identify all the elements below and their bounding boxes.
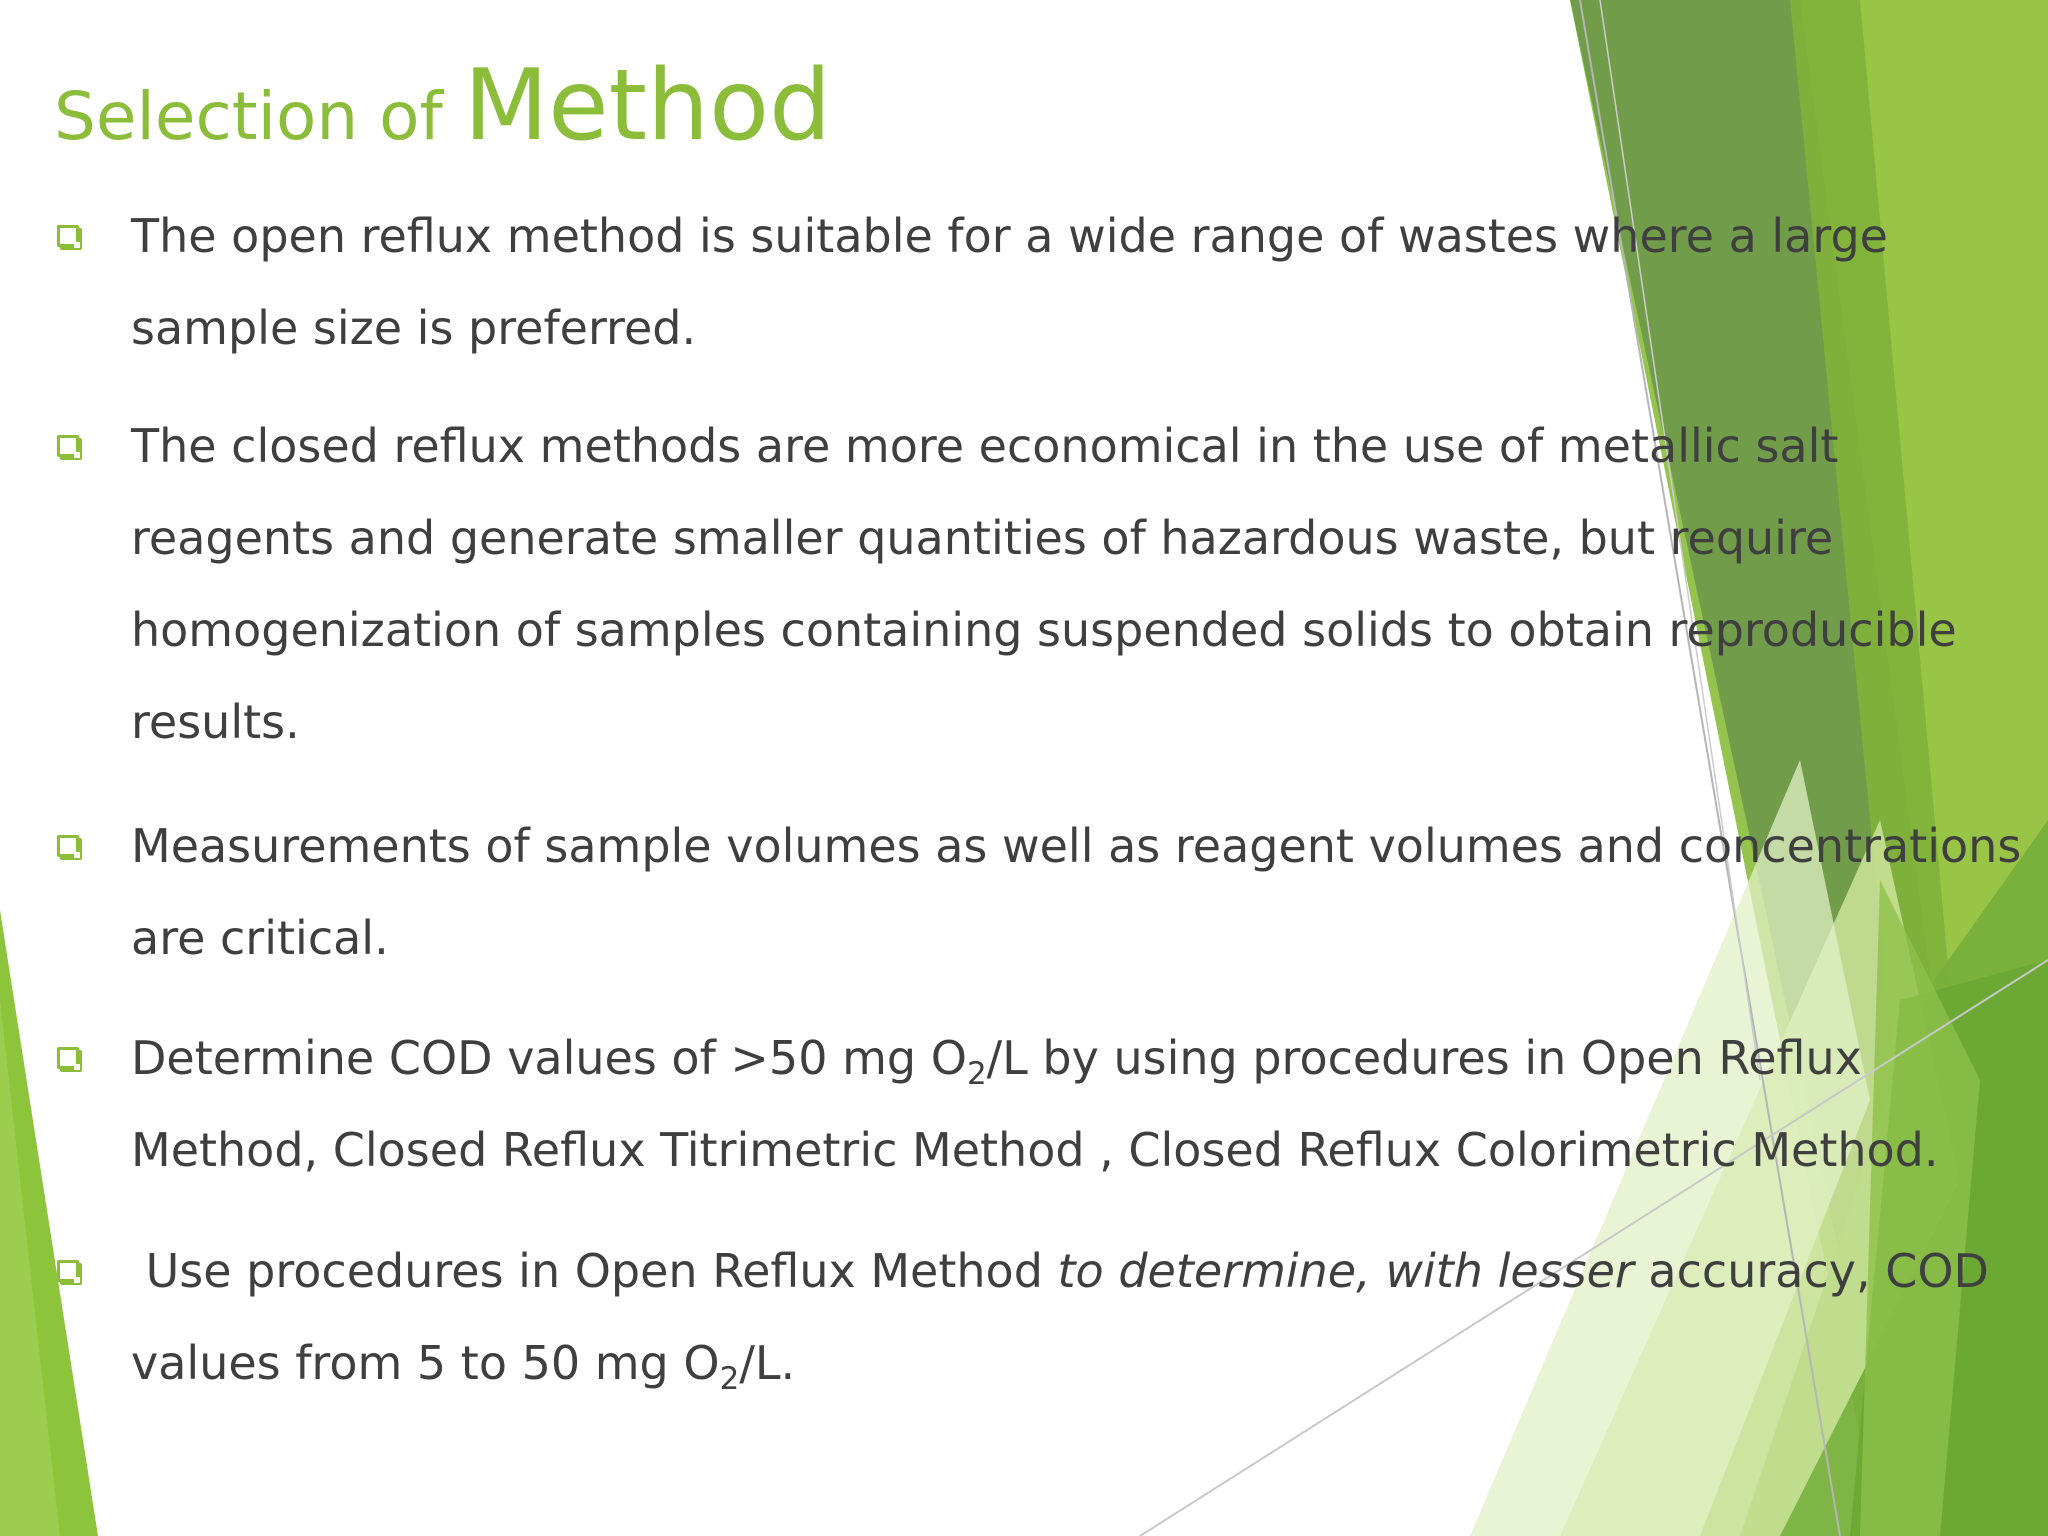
list-item-text	[131, 1012, 2011, 1196]
text-segment: values from 5 to 50 mg O	[131, 1336, 720, 1390]
slide-title	[54, 48, 831, 166]
checkbox-square-icon	[57, 1260, 79, 1282]
title-part-1: Selection of	[54, 78, 464, 155]
text-line	[131, 1317, 2011, 1409]
text-line: Method, Closed Reflux Titrimetric Method , Closed Reflux Colorimetric Method.	[131, 1123, 1939, 1177]
text-segment: Use procedures in Open Reflux Method	[131, 1244, 1058, 1298]
list-item-text	[131, 1225, 2011, 1409]
list-item-text	[131, 190, 2011, 374]
text-line: sample size is preferred.	[131, 301, 697, 355]
title-part-2: Method	[463, 49, 832, 163]
checkbox-square-icon	[57, 1047, 79, 1069]
text-segment: accuracy, COD	[1633, 1244, 1989, 1298]
text-line	[131, 1225, 2011, 1317]
text-line: are critical.	[131, 911, 389, 965]
subscript: 2	[966, 1056, 987, 1092]
text-segment: /L.	[739, 1336, 796, 1390]
text-line: Measurements of sample volumes as well as reagent volumes and concentrations	[131, 819, 2022, 873]
checkbox-square-icon	[57, 225, 79, 247]
list-item-text	[131, 800, 2022, 984]
list-item-text	[131, 400, 2011, 768]
text-line: homogenization of samples containing suspended solids to obtain reproducible	[131, 603, 1957, 657]
text-line	[131, 1012, 2011, 1104]
text-line: The closed reflux methods are more economical in the use of metallic salt	[131, 419, 1839, 473]
checkbox-square-icon	[57, 435, 79, 457]
text-line: reagents and generate smaller quantities of hazardous waste, but require	[131, 511, 1834, 565]
text-line: results.	[131, 695, 300, 749]
text-segment: Determine COD values of >50 mg O	[131, 1031, 967, 1085]
text-segment: /L by using procedures in Open Reflux	[986, 1031, 1862, 1085]
italic-segment: to determine, with lesser	[1057, 1244, 1634, 1298]
checkbox-square-icon	[57, 835, 79, 857]
subscript: 2	[719, 1361, 740, 1397]
text-line: The open reflux method is suitable for a wide range of wastes where a large	[131, 209, 1888, 263]
